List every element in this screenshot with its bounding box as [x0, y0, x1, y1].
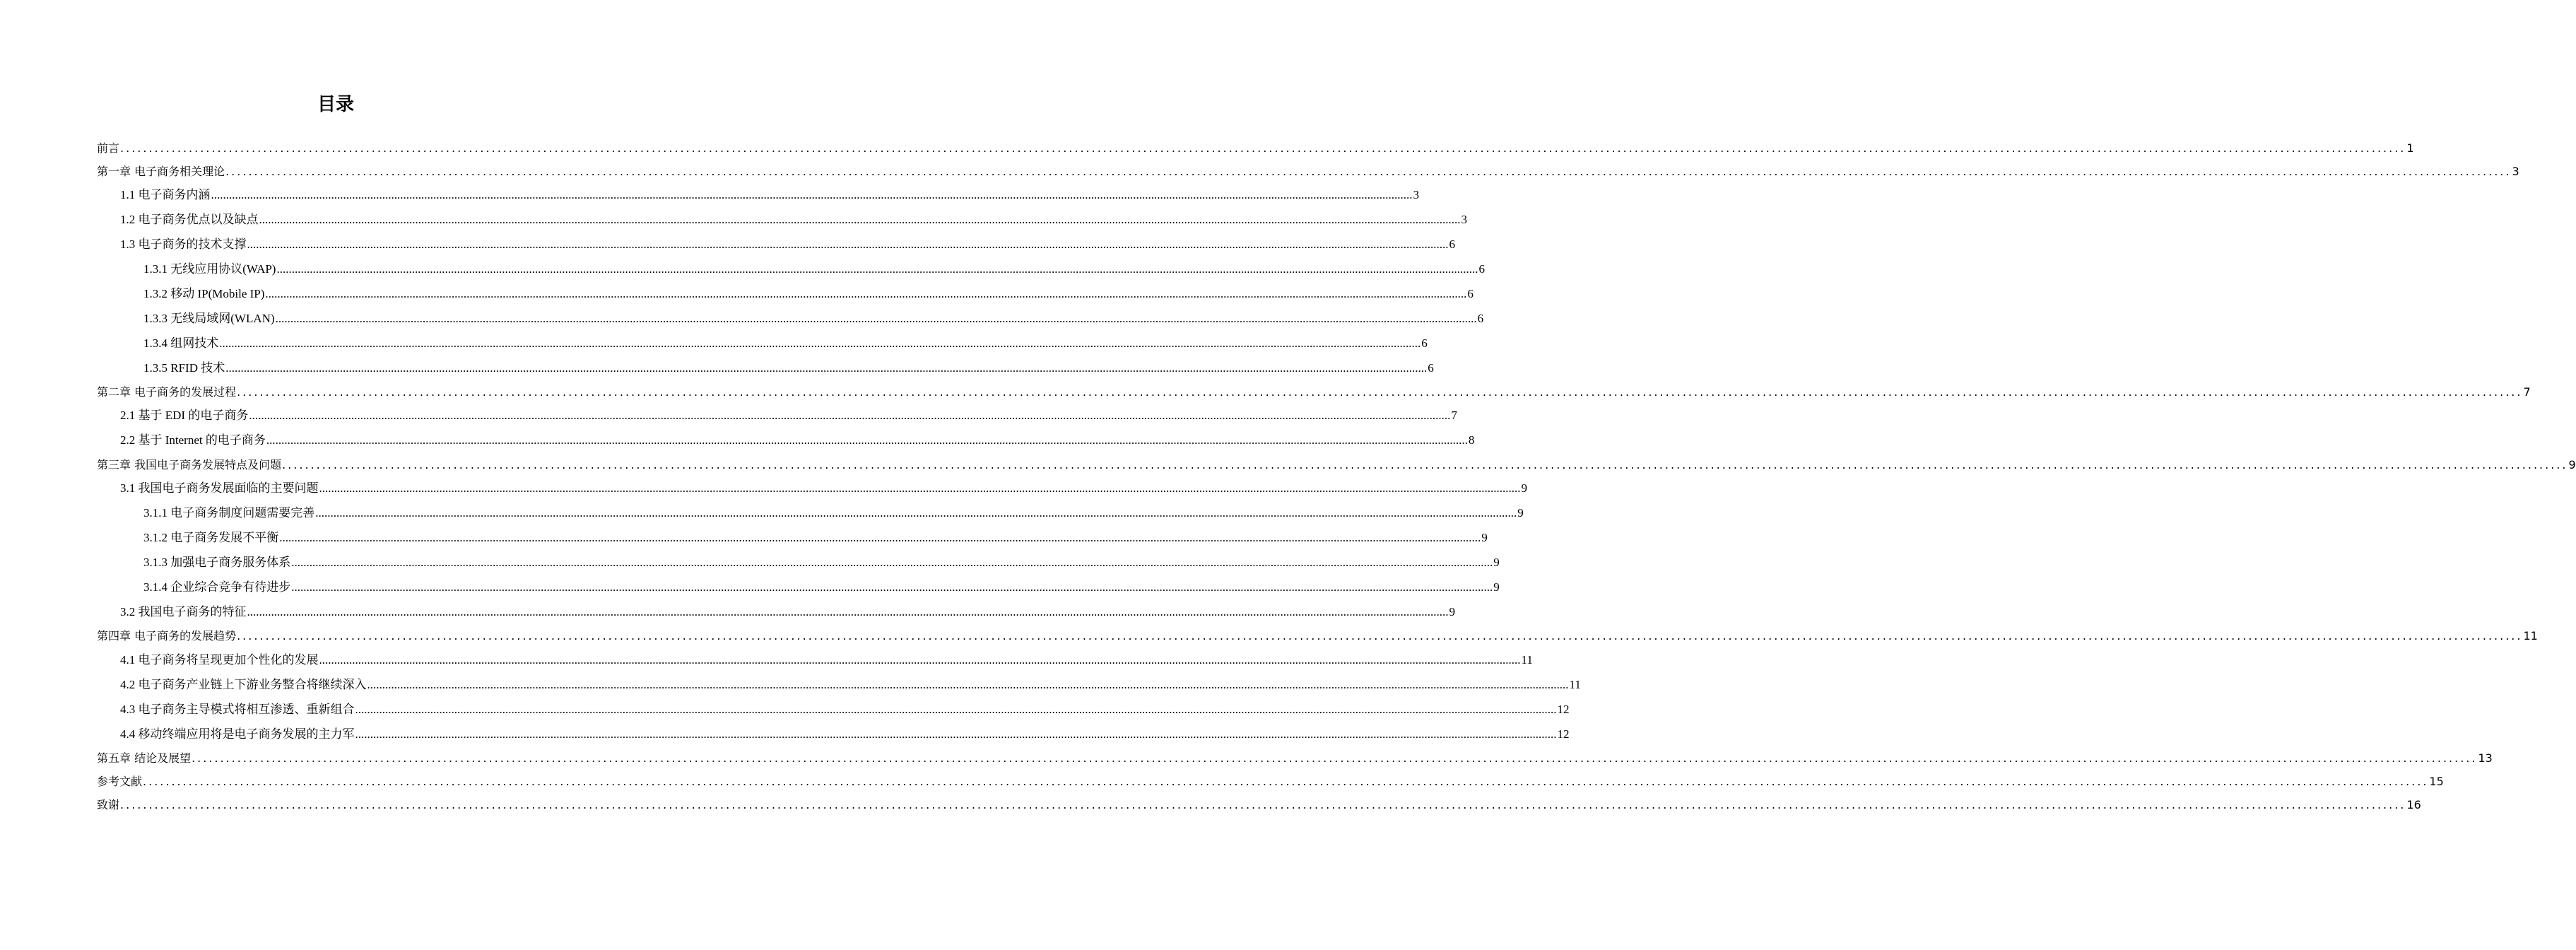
toc-entry-label: 1.3.4 组网技术 — [143, 336, 219, 350]
toc-entry-label: 第五章 结论及展望 — [97, 751, 192, 765]
dot-leader: ................................................................................................................................................................................................................................................................................................................................................................................................................ — [291, 556, 1493, 569]
dot-leader: ................................................................................................................................................................................................................................................................................................................................................................................................................ — [355, 703, 1557, 716]
toc-entry-page: 16 — [2406, 798, 2421, 811]
toc-entry-page: 6 — [1467, 287, 1474, 300]
toc-entry-label: 3.1.2 电子商务发展不平衡 — [143, 531, 279, 544]
toc-entry[interactable] — [120, 208, 1467, 228]
toc-entry-label: 前言 — [97, 141, 120, 155]
toc-entry-label: 第一章 电子商务相关理论 — [97, 165, 225, 178]
toc-entry-label: 1.3.2 移动 IP(Mobile IP) — [143, 287, 265, 300]
toc-entry-page: 3 — [1413, 188, 1419, 201]
toc-entry-label: 第四章 电子商务的发展趋势 — [97, 629, 237, 643]
toc-entry[interactable] — [97, 160, 2519, 180]
dot-leader: ................................................................................................................................................................................................................................................................................................................................................................................................................ — [265, 287, 1467, 300]
toc-entry-label: 1.2 电子商务优点以及缺点 — [120, 213, 259, 226]
dot-leader: ................................................................................................................................................................................................................................................................................................................................................................................................................ — [276, 262, 1478, 276]
toc-entry-label: 2.1 基于 EDI 的电子商务 — [120, 409, 249, 422]
toc-entry-label: 第二章 电子商务的发展过程 — [97, 385, 237, 399]
toc-entry[interactable] — [143, 282, 1474, 302]
dot-leader: ................................................................................................................................................................................................................................................................................................................................................................................................................ — [282, 458, 2568, 471]
toc-entry-page: 9 — [1493, 580, 1500, 594]
toc-entry[interactable] — [143, 356, 1434, 376]
dot-leader: ................................................................................................................................................................................................................................................................................................................................................................................................................ — [247, 605, 1449, 618]
toc-entry-page: 6 — [1477, 312, 1484, 325]
toc-entry-page: 9 — [2568, 458, 2576, 471]
toc-entry-page: 8 — [1468, 433, 1475, 447]
toc-entry-label: 3.1.1 电子商务制度问题需要完善 — [143, 506, 315, 520]
toc-entry-label: 4.1 电子商务将呈现更加个性化的发展 — [120, 653, 319, 667]
dot-leader: ................................................................................................................................................................................................................................................................................................................................................................................................................ — [192, 751, 2478, 765]
dot-leader: ................................................................................................................................................................................................................................................................................................................................................................................................................ — [266, 433, 1468, 447]
dot-leader: ................................................................................................................................................................................................................................................................................................................................................................................................................ — [355, 727, 1557, 741]
toc-entry-label: 1.3.5 RFID 技术 — [143, 361, 225, 375]
toc-entry-page: 11 — [1569, 678, 1581, 691]
toc-entry-label: 4.2 电子商务产业链上下游业务整合将继续深入 — [120, 678, 367, 691]
toc-title: 目录 — [317, 94, 354, 115]
dot-leader: ................................................................................................................................................................................................................................................................................................................................................................................................................ — [319, 653, 1521, 667]
dot-leader: ................................................................................................................................................................................................................................................................................................................................................................................................................ — [219, 336, 1421, 350]
dot-leader: ................................................................................................................................................................................................................................................................................................................................................................................................................ — [259, 213, 1461, 226]
toc-entry-label: 3.1 我国电子商务发展面临的主要问题 — [120, 481, 319, 495]
toc-entry[interactable] — [97, 746, 2493, 766]
toc-entry-page: 1 — [2406, 141, 2414, 155]
toc-entry[interactable] — [143, 575, 1500, 595]
toc-entry-page: 9 — [1481, 531, 1488, 544]
toc-entry-label: 参考文献 — [97, 775, 143, 788]
toc-entry-label: 1.3.3 无线局域网(WLAN) — [143, 312, 275, 325]
dot-leader: ................................................................................................................................................................................................................................................................................................................................................................................................................ — [143, 775, 2429, 788]
dot-leader: ................................................................................................................................................................................................................................................................................................................................................................................................................ — [249, 409, 1451, 422]
toc-entry-label: 3.1.3 加强电子商务服务体系 — [143, 556, 291, 569]
dot-leader: ................................................................................................................................................................................................................................................................................................................................................................................................................ — [237, 629, 2523, 643]
toc-entry-page: 12 — [1557, 727, 1570, 741]
toc-entry[interactable] — [120, 428, 1475, 448]
dot-leader: ................................................................................................................................................................................................................................................................................................................................................................................................................ — [275, 312, 1477, 325]
toc-entry-label: 2.2 基于 Internet 的电子商务 — [120, 433, 266, 447]
toc-entry[interactable] — [143, 307, 1484, 327]
dot-leader: ................................................................................................................................................................................................................................................................................................................................................................................................................ — [120, 141, 2406, 155]
toc-entry-page: 9 — [1493, 556, 1500, 569]
toc-entry-page: 7 — [2523, 385, 2531, 399]
dot-leader: ................................................................................................................................................................................................................................................................................................................................................................................................................ — [367, 678, 1569, 691]
toc-entry-page: 15 — [2429, 775, 2444, 788]
toc-entry-label: 1.3 电子商务的技术支撑 — [120, 238, 247, 251]
toc-entry[interactable] — [97, 453, 2576, 473]
toc-entry-label: 4.4 移动终端应用将是电子商务发展的主力军 — [120, 727, 355, 741]
dot-leader: ................................................................................................................................................................................................................................................................................................................................................................................................................ — [247, 238, 1449, 251]
toc-entry[interactable] — [120, 183, 1419, 203]
toc-entry-page: 11 — [2523, 629, 2538, 643]
toc-entry-page: 11 — [1521, 653, 1533, 667]
toc-entry[interactable] — [97, 136, 2414, 156]
toc-entry[interactable] — [120, 722, 1570, 742]
toc-entry[interactable] — [120, 233, 1455, 252]
toc-entry-page: 9 — [1517, 506, 1524, 520]
toc-entry-label: 1.3.1 无线应用协议(WAP) — [143, 262, 276, 276]
toc-entry[interactable] — [120, 648, 1533, 668]
dot-leader: ................................................................................................................................................................................................................................................................................................................................................................................................................ — [315, 506, 1517, 520]
toc-entry-page: 6 — [1449, 238, 1455, 251]
toc-entry-label: 1.1 电子商务内涵 — [120, 188, 211, 201]
dot-leader: ................................................................................................................................................................................................................................................................................................................................................................................................................ — [237, 385, 2523, 399]
dot-leader: ................................................................................................................................................................................................................................................................................................................................................................................................................ — [211, 188, 1413, 201]
toc-entry-label: 致谢 — [97, 798, 120, 811]
toc-entry-page: 3 — [2512, 165, 2519, 178]
dot-leader: ................................................................................................................................................................................................................................................................................................................................................................................................................ — [225, 361, 1428, 375]
toc-entry[interactable] — [120, 476, 1527, 496]
toc-entry-label: 3.1.4 企业综合竞争有待进步 — [143, 580, 291, 594]
toc-entry[interactable] — [143, 257, 1485, 277]
toc-entry[interactable] — [97, 624, 2538, 644]
toc-entry-page: 12 — [1557, 703, 1570, 716]
toc-entry-label: 3.2 我国电子商务的特征 — [120, 605, 247, 618]
dot-leader: ................................................................................................................................................................................................................................................................................................................................................................................................................ — [279, 531, 1481, 544]
toc-entry[interactable] — [143, 332, 1428, 351]
toc-entry[interactable] — [120, 673, 1581, 693]
toc-entry[interactable] — [143, 526, 1488, 546]
toc-entry[interactable] — [143, 501, 1524, 521]
toc-entry[interactable] — [97, 793, 2421, 813]
toc-entry-page: 13 — [2478, 751, 2493, 765]
toc-entry-page: 6 — [1421, 336, 1428, 350]
toc-entry[interactable] — [120, 600, 1455, 620]
dot-leader: ................................................................................................................................................................................................................................................................................................................................................................................................................ — [225, 165, 2512, 178]
toc-entry-page: 3 — [1461, 213, 1467, 226]
dot-leader: ................................................................................................................................................................................................................................................................................................................................................................................................................ — [319, 481, 1521, 495]
dot-leader: ................................................................................................................................................................................................................................................................................................................................................................................................................ — [120, 798, 2406, 811]
toc-entry-page: 6 — [1428, 361, 1434, 375]
toc-entry-page: 7 — [1451, 409, 1457, 422]
toc-entry-label: 4.3 电子商务主导模式将相互渗透、重新组合 — [120, 703, 355, 716]
toc-entry-page: 6 — [1478, 262, 1485, 276]
dot-leader: ................................................................................................................................................................................................................................................................................................................................................................................................................ — [291, 580, 1493, 594]
toc-entry-page: 9 — [1449, 605, 1455, 618]
toc-entry-label: 第三章 我国电子商务发展特点及问题 — [97, 458, 282, 471]
toc-entry-page: 9 — [1521, 481, 1527, 495]
toc-entry[interactable] — [120, 698, 1570, 717]
toc-entry[interactable] — [97, 770, 2444, 790]
toc-entry[interactable] — [120, 404, 1457, 423]
toc-entry[interactable] — [143, 551, 1500, 570]
toc-entry[interactable] — [97, 380, 2531, 400]
